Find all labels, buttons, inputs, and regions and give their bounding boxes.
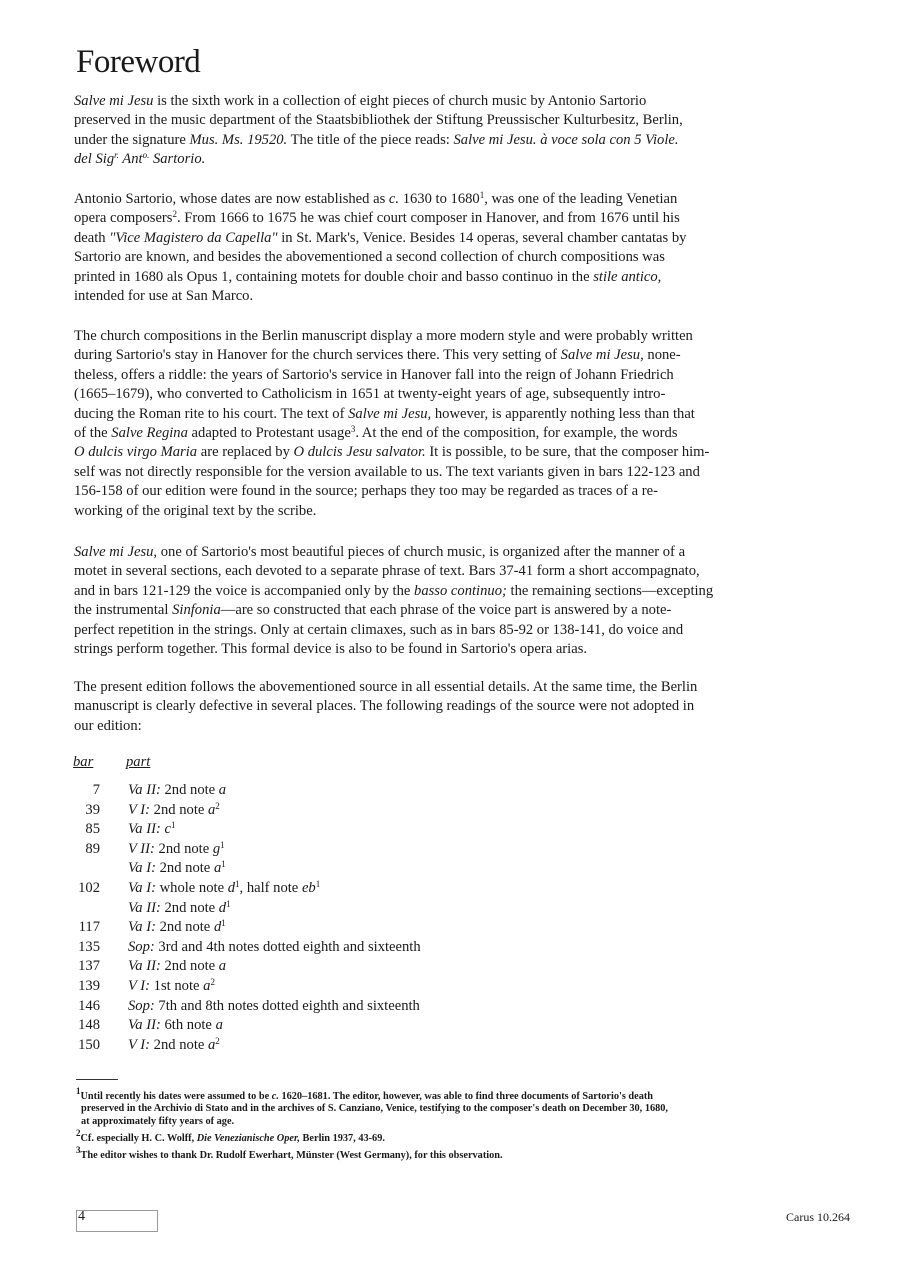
bar-number: 85 (85, 821, 100, 838)
text: preserved in the music department of the Staatsbibliothek der Stiftung Preussischer Kulturbesitz, Berlin, (74, 112, 683, 129)
note-name: a (208, 1036, 216, 1053)
paragraph-intro (74, 92, 852, 170)
text: O dulcis Jesu salvator. (293, 444, 426, 461)
text: Salve mi Jesu, (560, 347, 644, 364)
text: Sartorio are known, and besides the abovementioned a second collection of church compositions was (74, 249, 665, 266)
part-label: Va I: (128, 880, 156, 896)
work-title: Salve mi Jesu (74, 93, 154, 109)
bar-number: 148 (78, 1017, 100, 1034)
text: (1665–1679), who converted to Catholicism in 1651 at twenty-eight years of age, subsequently intro- (74, 386, 666, 403)
part-label: Va II: (128, 899, 161, 916)
text: are replaced by (197, 444, 294, 461)
text: one of Sartorio's most beautiful pieces of church music, is organized after the manner of a (157, 544, 686, 560)
text: The editor wishes to thank Dr. Rudolf Ewerhart, Münster (West Germany), for this observation. (80, 1150, 503, 1161)
bar-number: 89 (85, 840, 100, 857)
footnote-number: 2 (76, 1128, 81, 1138)
text: is the sixth work in a collection of eight pieces of church music by Antonio Sartorio (153, 93, 647, 109)
text: theless, offers a riddle: the years of Sartorio's service in Hanover fall into the reign of Johann Friedrich (74, 366, 674, 383)
text: the instrumental (74, 602, 173, 619)
table-row (0, 821, 900, 841)
text: however, is apparently nothing less than that (431, 405, 695, 422)
table-row (0, 919, 900, 939)
table-row (0, 841, 900, 861)
text: preserved in the Archivio di Stato and in the archives of S. Canziano, Venice, testifying to the composer's death on December 30, 1680, (81, 1103, 669, 1115)
page-title: Foreword (76, 44, 201, 80)
reading-text (128, 841, 225, 858)
text: c. (271, 1091, 279, 1102)
text: The present edition follows the abovementioned source in all essential details. At the same time, the Berlin (74, 679, 698, 695)
text: our edition: (74, 717, 142, 734)
text: printed in 1680 als Opus 1, containing motets for double choir and basso continuo in the (74, 268, 594, 285)
text: Until recently his dates were assumed to be (80, 1091, 272, 1102)
text: Die Venezianische Oper, (196, 1133, 300, 1144)
footnote-ref: 2 (172, 209, 177, 220)
reading-description: 3rd and 4th notes dotted eighth and sixteenth (154, 938, 421, 955)
catalog-number: Carus 10.264 (786, 1210, 850, 1224)
reading-text (128, 880, 320, 897)
text: The church compositions in the Berlin manuscript display a more modern style and were probably written (74, 328, 693, 344)
piece-title: Salve mi Jesu. à voce sola con 5 Viole. (453, 131, 679, 148)
text: del Sig (74, 151, 115, 168)
bar-number: 102 (78, 880, 100, 896)
signature: Mus. Ms. 19520. (189, 131, 288, 148)
reading-description: 2nd note (154, 840, 213, 857)
text: during Sartorio's stay in Hanover for the church services there. This very setting of (74, 347, 561, 364)
text: The title of the piece reads: (287, 131, 454, 148)
octave-mark: 1 (221, 859, 226, 870)
footnote-divider (76, 1079, 118, 1080)
reading-description: 7th and 8th notes dotted eighth and sixteenth (154, 997, 420, 1014)
column-header-bar: bar (73, 754, 94, 770)
octave-mark: 2 (215, 800, 220, 811)
note-name: g (212, 840, 221, 857)
note-name: a (218, 958, 227, 975)
part-label: Va II: (128, 958, 161, 975)
bar-number: 7 (92, 782, 100, 798)
paragraph-biography (74, 190, 852, 306)
text: Sartorio. (149, 151, 206, 168)
text: 1630 to 1680 (399, 191, 480, 207)
table-row (0, 1017, 900, 1037)
octave-mark: 1 (170, 820, 176, 831)
footnote-2 (76, 1128, 385, 1145)
superscript: o. (142, 150, 150, 161)
table-row (0, 782, 900, 802)
octave-mark: 1 (315, 879, 321, 889)
part-label: Va II: (128, 1017, 161, 1034)
text: none- (643, 347, 681, 364)
reading-description: whole note (155, 880, 228, 896)
text: intended for use at San Marco. (74, 288, 254, 305)
text: O dulcis virgo Maria (74, 444, 198, 461)
text: strings perform together. This formal device is also to be found in Sartorio's opera arias. (74, 641, 588, 658)
text: Cf. especially H. C. Wolff, (80, 1133, 197, 1144)
text: manuscript is clearly defective in several places. The following readings of the source were not adopted in (74, 698, 695, 715)
bar-number: 117 (78, 919, 100, 936)
paragraph-manuscript (74, 327, 852, 521)
reading-text (128, 958, 226, 975)
part-label: Va II: (128, 782, 161, 798)
reading-text (128, 1037, 220, 1054)
part-label: V II: (128, 840, 155, 857)
reading-description: 2nd note (150, 801, 208, 818)
paragraph-edition (74, 678, 852, 736)
part-label: Va II: (128, 821, 161, 838)
part-label: Va I: (128, 919, 156, 936)
reading-text (128, 900, 231, 917)
note-name: a (215, 1017, 223, 1034)
bar-number: 135 (78, 938, 100, 955)
table-row (0, 939, 900, 959)
note-name: c (164, 821, 171, 838)
reading-description: 2nd note (160, 958, 219, 975)
text: Salve mi Jesu, (74, 544, 158, 560)
text: ducing the Roman rite to his court. The text of (74, 405, 349, 422)
text: Sinfonia (172, 602, 221, 619)
octave-mark: 1 (226, 898, 231, 909)
text: working of the original text by the scribe. (74, 502, 317, 519)
part-label: Sop: (128, 997, 155, 1014)
reading-text (128, 821, 175, 838)
text: opera composers (74, 210, 173, 227)
part-label: Va I: (128, 860, 156, 877)
reading-text (128, 860, 226, 877)
text: Berlin 1937, 43-69. (299, 1133, 385, 1144)
bar-number: 39 (85, 801, 100, 818)
footnote-number: 1 (76, 1086, 81, 1096)
reading-text (128, 782, 226, 799)
octave-mark: 2 (215, 1035, 220, 1046)
text: and in bars 121-129 the voice is accompanied only by the (74, 582, 415, 599)
footnote-1 (76, 1086, 669, 1128)
octave-mark: 2 (210, 977, 215, 987)
text: 156-158 of our edition were found in the source; perhaps they too may be regarded as traces of a re- (74, 483, 658, 500)
part-label: V I: (128, 801, 151, 818)
note-name: a (203, 978, 211, 994)
text: at approximately fifty years of age. (81, 1115, 235, 1127)
text: basso continuo; (414, 582, 507, 599)
part-label: V I: (128, 1036, 151, 1053)
note-name: d (218, 899, 227, 916)
reading-text (128, 1017, 223, 1034)
table-row (0, 802, 900, 822)
text: —are so constructed that each phrase of the voice part is answered by a note- (220, 602, 672, 619)
reading-description: 2nd note (150, 1036, 208, 1053)
reading-description: 2nd note (155, 860, 214, 877)
text: Antonio Sartorio, whose dates are now established as (74, 191, 389, 207)
reading-description: , half note (239, 880, 302, 896)
superscript: r. (114, 150, 119, 161)
note-name: eb (301, 880, 316, 896)
octave-mark: 1 (221, 918, 226, 929)
part-label: Sop: (128, 938, 155, 955)
reading-text (128, 998, 420, 1015)
octave-mark: 1 (235, 879, 240, 889)
text: It is possible, to be sure, that the composer him- (425, 444, 710, 461)
text: motet in several sections, each devoted to a separate phrase of text. Bars 37-41 form a short accompagnato, (74, 563, 700, 580)
text: c. (388, 191, 400, 207)
text: stile antico, (593, 268, 662, 285)
text: , was one of the leading Venetian (484, 191, 678, 207)
reading-text (128, 939, 421, 956)
reading-text (128, 919, 226, 936)
table-row (0, 860, 900, 880)
text: in St. Mark's, Venice. Besides 14 operas, several chamber cantatas by (277, 229, 687, 246)
reading-description: 6th note (160, 1017, 216, 1034)
text: the remaining sections—excepting (506, 582, 714, 599)
text: under the signature (74, 131, 190, 148)
text: . From 1666 to 1675 he was chief court composer in Hanover, and from 1676 until his (176, 210, 680, 227)
footnote-ref: 1 (479, 190, 485, 200)
note-name: a (208, 801, 216, 818)
table-row (0, 900, 900, 920)
part-label: V I: (128, 978, 151, 994)
note-name: d (213, 919, 222, 936)
table-row (0, 998, 900, 1018)
text: Salve mi Jesu, (348, 405, 432, 422)
text: death (74, 229, 110, 246)
octave-mark: 1 (220, 839, 225, 850)
text: Ant (118, 151, 143, 168)
footnote-ref: 3 (350, 424, 356, 435)
reading-text (128, 802, 220, 819)
paragraph-structure (74, 543, 852, 659)
bar-number: 150 (78, 1036, 100, 1053)
table-row (0, 978, 900, 998)
text: perfect repetition in the strings. Only at certain climaxes, such as in bars 85-92 or 138-141, do voice and (74, 621, 684, 638)
footnote-3 (76, 1145, 503, 1162)
bar-number: 146 (78, 997, 100, 1014)
reading-description: 2nd note (160, 782, 219, 798)
note-name: d (227, 880, 236, 896)
text: Salve Regina (111, 425, 188, 442)
reading-description: 2nd note (160, 899, 219, 916)
text: . At the end of the composition, for example, the words (355, 425, 678, 442)
text: adapted to Protestant usage (187, 425, 351, 442)
bar-number: 139 (78, 978, 100, 994)
table-row (0, 880, 900, 900)
table-row (0, 958, 900, 978)
reading-description: 1st note (150, 978, 204, 994)
note-name: a (213, 860, 222, 877)
note-name: a (218, 782, 227, 798)
reading-description: 2nd note (155, 919, 214, 936)
bar-number: 137 (78, 958, 100, 975)
column-header-part: part (126, 754, 151, 770)
text: "Vice Magistero da Capella" (109, 229, 278, 246)
footnote-number: 3 (76, 1145, 81, 1155)
text: 1620–1681. The editor, however, was able to find three documents of Sartorio's death (278, 1091, 654, 1102)
text: of the (74, 425, 112, 442)
page-number: 4 (76, 1210, 158, 1232)
table-row (0, 1037, 900, 1057)
text: self was not directly responsible for the version available to us. The text variants given in bars 122-123 and (74, 463, 700, 480)
reading-text (128, 978, 215, 995)
